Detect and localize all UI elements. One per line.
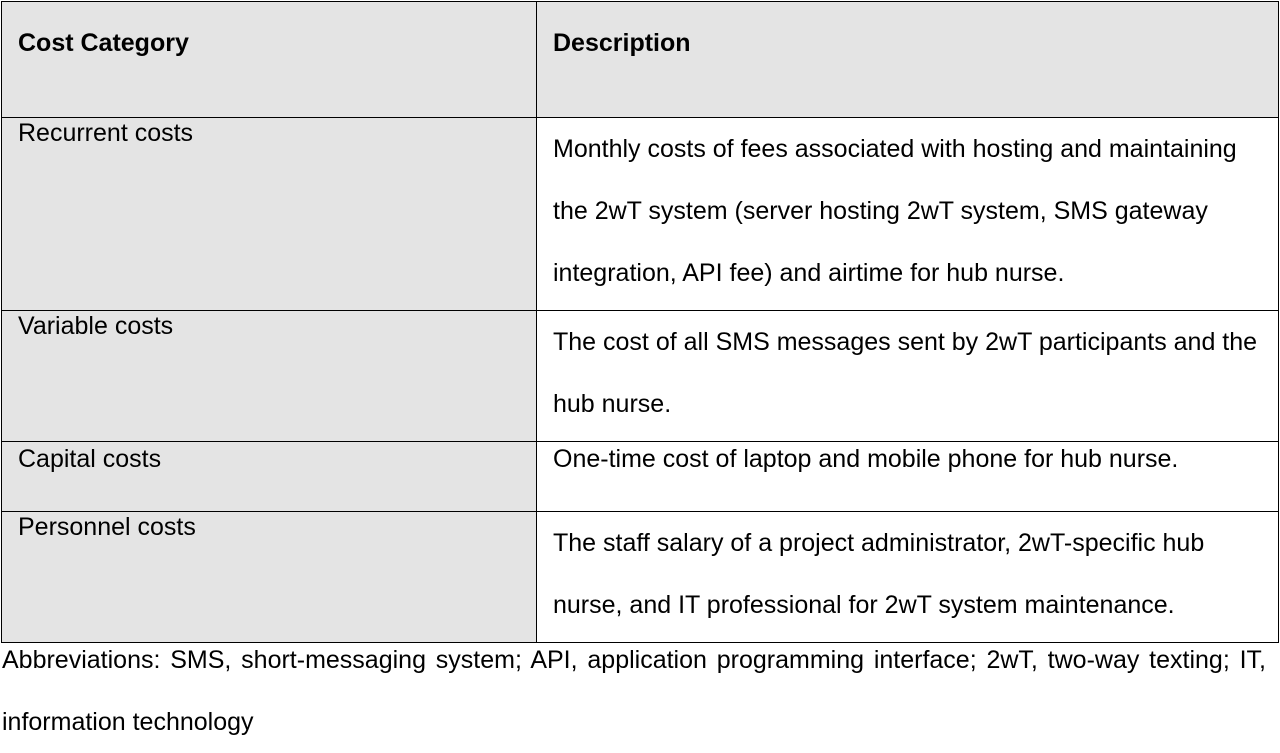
table-row <box>2 311 1279 442</box>
header-description: Description <box>537 2 1279 118</box>
row-description: One-time cost of laptop and mobile phone for hub nurse. <box>537 442 1279 512</box>
header-cost-category: Cost Category <box>2 2 537 118</box>
row-category: Personnel costs <box>2 512 537 643</box>
table-row <box>2 442 1279 512</box>
table-header-row <box>2 2 1279 118</box>
row-description: The cost of all SMS messages sent by 2wT participants and the hub nurse. <box>537 311 1279 442</box>
row-category: Capital costs <box>2 442 537 512</box>
row-description: Monthly costs of fees associated with hosting and maintaining the 2wT system (server hosting 2wT system, SMS gateway integration, API fee) and airtime for hub nurse. <box>537 118 1279 311</box>
table-row <box>2 118 1279 311</box>
cost-table <box>1 1 1279 643</box>
row-category: Recurrent costs <box>2 118 537 311</box>
table-row <box>2 512 1279 643</box>
table-footnote: Abbreviations: SMS, short-messaging system; API, application programming interface; 2wT, two-way texting; IT, information technology <box>2 646 1266 736</box>
row-category: Variable costs <box>2 311 537 442</box>
row-description: The staff salary of a project administrator, 2wT-specific hub nurse, and IT professional for 2wT system maintenance. <box>537 512 1279 643</box>
